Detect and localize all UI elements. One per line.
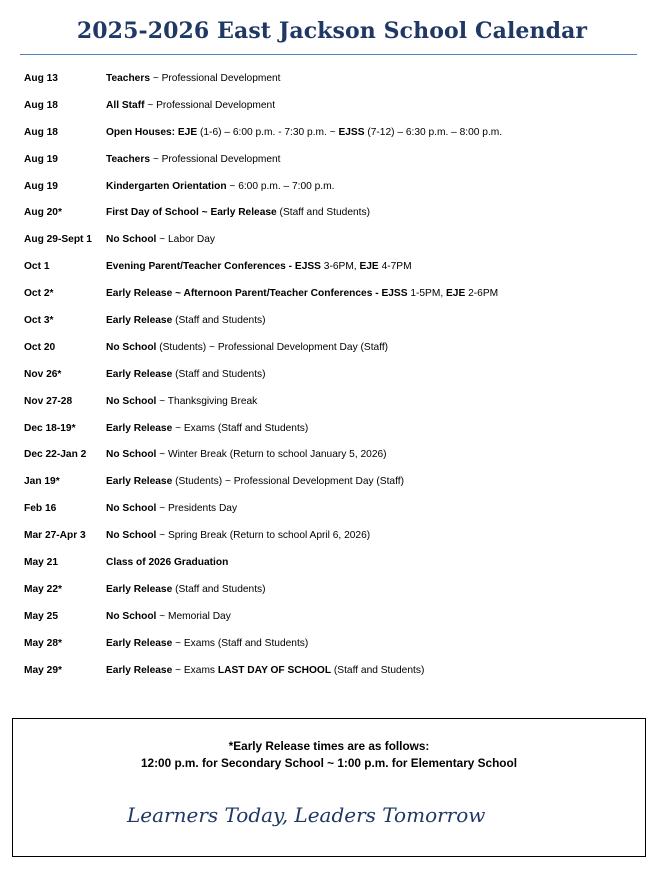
calendar-event-row	[0, 364, 664, 391]
event-description	[106, 579, 266, 601]
event-description	[106, 498, 237, 520]
event-description-bold-text: Early Release	[106, 368, 173, 380]
event-description-text: 3-6PM,	[320, 261, 360, 273]
event-description-text: (1-6) – 6:00 p.m. - 7:30 p.m. ~	[197, 126, 339, 138]
event-description	[106, 95, 275, 117]
event-description-text: 4-7PM	[378, 261, 412, 273]
event-description-bold-text: Early Release	[106, 422, 173, 434]
event-description-text: ~ Exams	[172, 664, 218, 676]
event-date: Aug 19	[24, 180, 58, 192]
event-description-bold-text: EJE	[446, 288, 466, 300]
event-description-bold-text: No School	[106, 341, 157, 353]
event-date: Nov 26*	[24, 368, 62, 380]
event-description-text: (Staff and Students)	[172, 368, 266, 380]
event-description-bold-text: Class of 2026 Graduation	[106, 557, 229, 569]
school-motto: Learners Today, Leaders Tomorrow	[127, 803, 486, 827]
event-description-text: ~ Presidents Day	[156, 503, 238, 515]
calendar-event-row	[0, 122, 664, 149]
calendar-event-row	[0, 498, 664, 525]
event-date: Jan 19*	[24, 476, 60, 488]
event-description-text: (Staff and Students)	[276, 207, 370, 219]
event-date: Nov 27-28	[24, 395, 73, 407]
event-description-bold-text: LAST DAY OF SCHOOL	[217, 664, 332, 676]
event-description-bold-text: No School	[106, 610, 157, 622]
calendar-event-row	[0, 202, 664, 229]
event-description-text: 1-5PM,	[407, 288, 446, 300]
event-description	[106, 229, 215, 251]
event-description	[106, 525, 370, 547]
event-date: Oct 1	[24, 261, 50, 273]
calendar-event-row	[0, 176, 664, 203]
footer-box	[12, 718, 646, 857]
event-description	[106, 202, 370, 224]
calendar-event-list	[0, 68, 664, 686]
event-description-text: ~ Winter Break (Return to school January 5, 2026)	[156, 449, 387, 461]
event-description	[106, 633, 308, 655]
event-date: May 29*	[24, 664, 62, 676]
event-date: Aug 19	[24, 153, 58, 165]
event-description-bold-text: Early Release	[106, 664, 173, 676]
event-description	[106, 471, 404, 493]
event-description	[106, 149, 281, 171]
event-description-text: (Students) ~ Professional Development Day (Staff)	[156, 341, 389, 353]
event-description-text: (Staff and Students)	[172, 583, 266, 595]
event-description-text: (Students) ~ Professional Development Day (Staff)	[172, 476, 404, 488]
event-description	[106, 310, 266, 332]
calendar-event-row	[0, 606, 664, 633]
event-description-text: (Staff and Students)	[172, 315, 266, 327]
event-description	[106, 418, 308, 440]
calendar-event-row	[0, 310, 664, 337]
calendar-event-row	[0, 552, 664, 579]
event-description-bold-text: Early Release ~ Afternoon Parent/Teacher Conferences - EJSS	[106, 288, 408, 300]
event-description-text: ~ 6:00 p.m. – 7:00 p.m.	[226, 180, 335, 192]
early-release-note-heading: *Early Release times are as follows:	[228, 739, 430, 753]
calendar-event-row	[0, 633, 664, 660]
event-description	[106, 606, 231, 628]
event-date: Oct 2*	[24, 288, 54, 300]
event-description-bold-text: Early Release	[106, 315, 173, 327]
calendar-event-row	[0, 68, 664, 95]
calendar-event-row	[0, 418, 664, 445]
calendar-event-row	[0, 660, 664, 687]
calendar-event-row	[0, 444, 664, 471]
event-description	[106, 337, 388, 359]
event-description-bold-text: No School	[106, 449, 157, 461]
event-description-text: ~ Thanksgiving Break	[156, 395, 258, 407]
event-description-bold-text: Early Release	[106, 637, 173, 649]
calendar-event-row	[0, 283, 664, 310]
event-description-text: ~ Professional Development	[149, 73, 281, 84]
event-description-bold-text: Teachers	[106, 153, 150, 165]
event-description-bold-text: Kindergarten Orientation	[106, 180, 227, 192]
event-description-bold-text: EJSS	[338, 126, 365, 138]
event-date: May 28*	[24, 637, 62, 649]
event-description-text: ~ Labor Day	[156, 234, 215, 246]
event-description-text: ~ Memorial Day	[156, 610, 231, 622]
event-description-bold-text: First Day of School ~ Early Release	[106, 207, 277, 219]
event-description	[106, 444, 387, 466]
event-description-bold-text: No School	[106, 234, 157, 246]
event-description	[106, 283, 498, 305]
early-release-times: 12:00 p.m. for Secondary School ~ 1:00 p.m. for Elementary School	[141, 756, 517, 770]
event-date: Mar 27-Apr 3	[24, 530, 86, 542]
event-description	[106, 552, 228, 574]
event-date: Oct 3*	[24, 315, 54, 327]
calendar-event-row	[0, 256, 664, 283]
title-divider	[20, 54, 637, 55]
event-date: Aug 18	[24, 99, 58, 111]
event-date: Oct 20	[24, 341, 56, 353]
event-description-text: ~ Exams (Staff and Students)	[172, 422, 309, 434]
event-description-bold-text: EJE	[359, 261, 379, 273]
calendar-event-row	[0, 95, 664, 122]
event-description	[106, 364, 266, 386]
event-date: May 21	[24, 557, 58, 569]
calendar-event-row	[0, 229, 664, 256]
event-date: May 22*	[24, 583, 62, 595]
event-description	[106, 660, 424, 682]
event-description-bold-text: Early Release	[106, 476, 173, 488]
event-date: Aug 18	[24, 126, 58, 138]
event-date: Aug 29-Sept 1	[24, 234, 92, 246]
event-date: May 25	[24, 610, 58, 622]
event-description-bold-text: Teachers	[106, 73, 150, 84]
event-description-text: (7-12) – 6:30 p.m. – 8:00 p.m.	[364, 126, 503, 138]
event-date: Aug 13	[24, 73, 58, 84]
event-date: Dec 18-19*	[24, 422, 76, 434]
event-description-bold-text: All Staff	[106, 99, 145, 111]
event-description-bold-text: Evening Parent/Teacher Conferences - EJSS	[106, 261, 321, 273]
event-date: Aug 20*	[24, 207, 62, 219]
calendar-event-row	[0, 525, 664, 552]
event-description	[106, 122, 502, 144]
event-description-text: 2-6PM	[465, 288, 499, 300]
event-description-bold-text: Open Houses: EJE	[106, 126, 198, 138]
event-date: Feb 16	[24, 503, 57, 515]
event-description-text: (Staff and Students)	[331, 664, 425, 676]
event-description	[106, 176, 334, 198]
event-description-text: ~ Spring Break (Return to school April 6, 2026)	[156, 530, 371, 542]
calendar-event-row	[0, 579, 664, 606]
calendar-event-row	[0, 471, 664, 498]
event-description	[106, 391, 257, 413]
event-description-text: ~ Professional Development	[149, 153, 281, 165]
event-description-text: ~ Exams (Staff and Students)	[172, 637, 309, 649]
event-description-bold-text: No School	[106, 503, 157, 515]
page-title: 2025-2026 East Jackson School Calendar	[76, 18, 588, 44]
event-description	[106, 68, 281, 90]
calendar-event-row	[0, 337, 664, 364]
event-description	[106, 256, 412, 278]
event-description-bold-text: No School	[106, 530, 157, 542]
event-date: Dec 22-Jan 2	[24, 449, 87, 461]
event-description-bold-text: Early Release	[106, 583, 173, 595]
event-description-text: ~ Professional Development	[144, 99, 276, 111]
calendar-event-row	[0, 391, 664, 418]
calendar-event-row	[0, 149, 664, 176]
event-description-bold-text: No School	[106, 395, 157, 407]
